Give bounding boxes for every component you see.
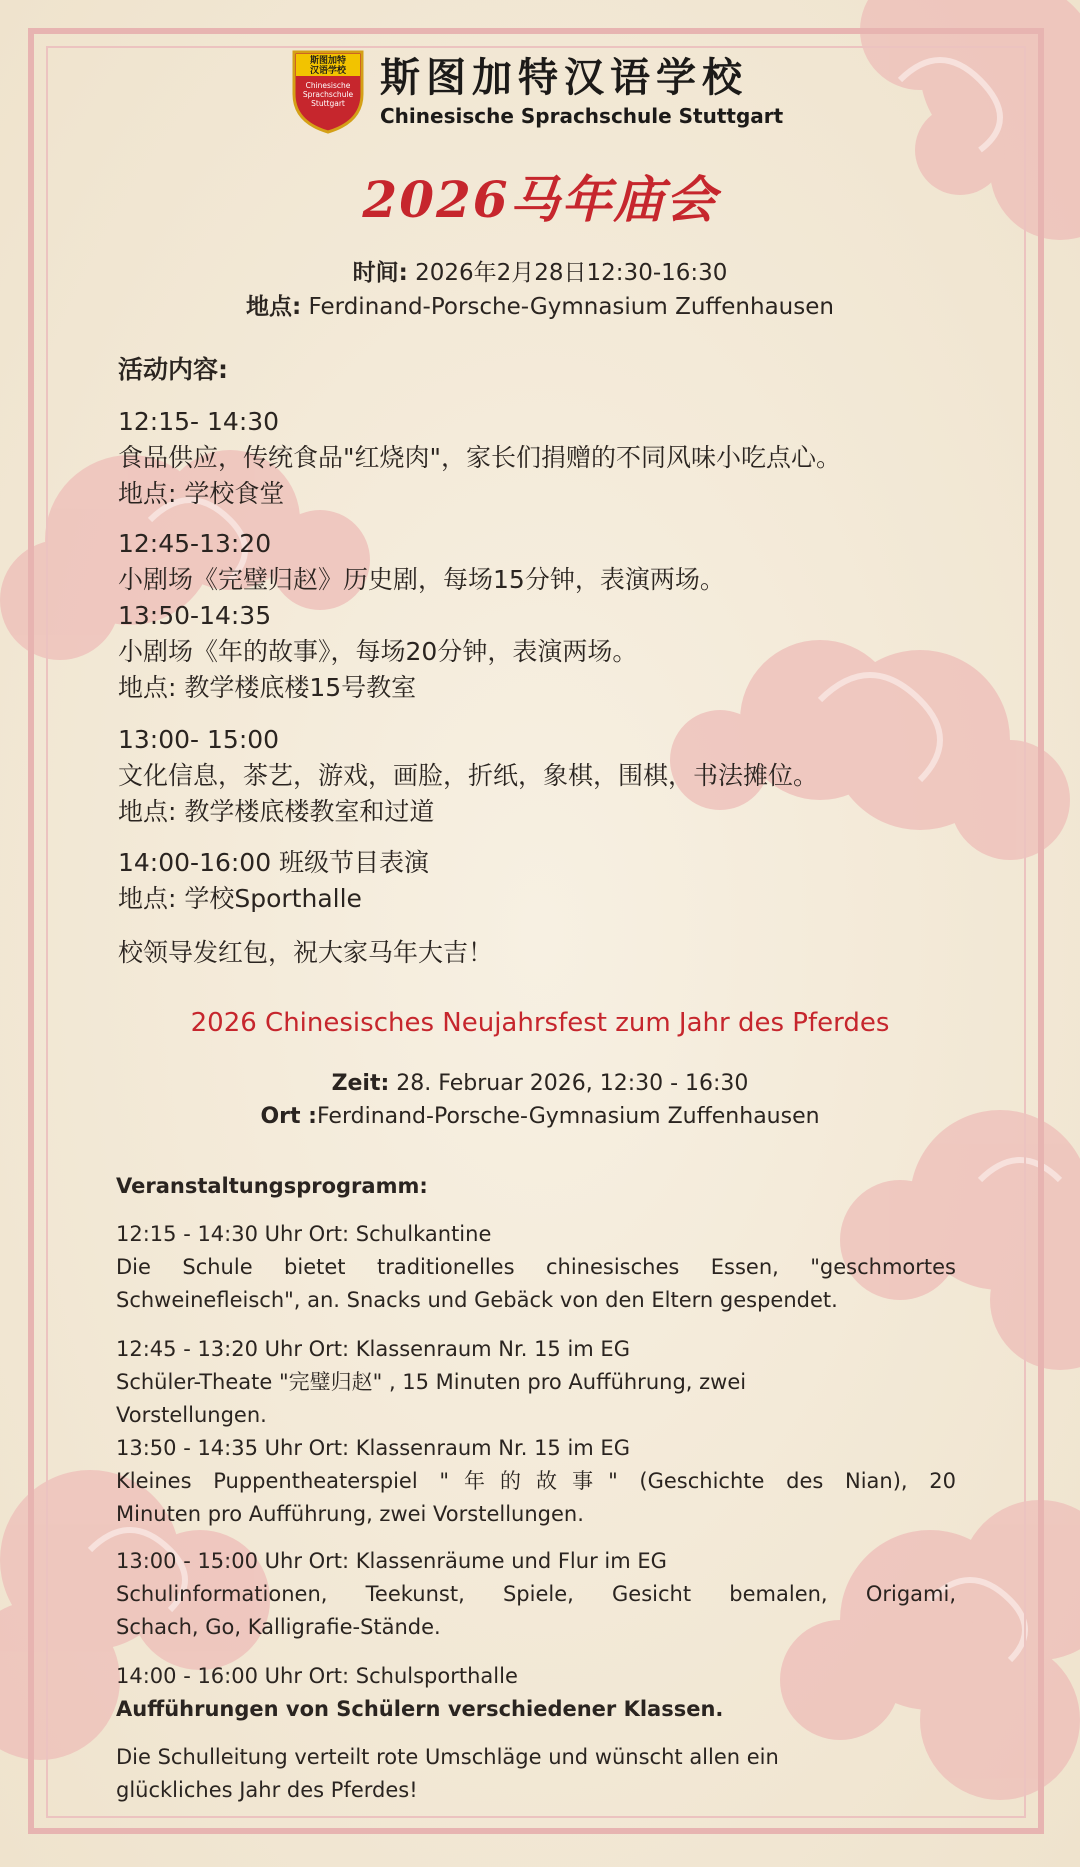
- program-heading-cn: 活动内容:: [118, 355, 228, 384]
- item-line: 小剧场《完璧归赵》历史剧，每场15分钟，表演两场。: [118, 565, 725, 594]
- item-line: 12:45 - 13:20 Uhr Ort: Klassenraum Nr. 15 im EG: [116, 1337, 630, 1361]
- place-label-de: Ort :: [260, 1104, 317, 1129]
- item-line: 12:15 - 14:30 Uhr Ort: Schulkantine: [116, 1222, 492, 1246]
- time-value-de: 28. Februar 2026, 12:30 - 16:30: [389, 1071, 749, 1096]
- time-info-de: [0, 1071, 1080, 1096]
- place-info-de: [0, 1104, 1080, 1129]
- time-label-cn: 时间:: [352, 260, 408, 286]
- school-header: [292, 46, 812, 136]
- item-line: 地点: 学校食堂: [118, 479, 285, 508]
- item-line: Aufführungen von Schülern verschiedener Klassen.: [116, 1697, 724, 1721]
- program-de-item-1: [116, 1218, 956, 1317]
- closing-line-de: glückliches Jahr des Pferdes!: [116, 1778, 418, 1802]
- program-cn-item-4: [118, 845, 978, 917]
- program-heading-de: Veranstaltungsprogramm:: [116, 1174, 428, 1198]
- item-line: Kleines Puppentheaterspiel "年的故事" (Geschichte des Nian), 20: [116, 1469, 956, 1493]
- logo-line-5: Stuttgart: [311, 99, 345, 108]
- item-line: 食品供应，传统食品"红烧肉"，家长们捐赠的不同风味小吃点心。: [118, 443, 842, 472]
- place-info-cn: [0, 288, 1080, 321]
- item-line: Schach, Go, Kalligrafie-Stände.: [116, 1615, 441, 1639]
- item-line: Vorstellungen.: [116, 1403, 267, 1427]
- school-name-de: Chinesische Sprachschule Stuttgart: [380, 104, 784, 128]
- item-line: 14:00-16:00 班级节目表演: [118, 848, 430, 877]
- school-logo: [292, 50, 364, 134]
- program-de-item-2: [116, 1333, 956, 1531]
- logo-line-1: 斯图加特: [309, 56, 347, 66]
- item-line: Schweinefleisch", an. Snacks und Gebäck von den Eltern gespendet.: [116, 1288, 838, 1312]
- place-label-cn: 地点:: [246, 294, 302, 320]
- program-cn-item-3: [118, 722, 978, 830]
- item-line: 14:00 - 16:00 Uhr Ort: Schulsporthalle: [116, 1664, 518, 1688]
- item-line: 12:15- 14:30: [118, 407, 280, 436]
- item-line: 12:45-13:20: [118, 529, 272, 558]
- event-title-cn: 2026马年庙会: [362, 170, 718, 229]
- time-value-cn: 2026年2月28日12:30-16:30: [407, 260, 728, 286]
- item-line: Die Schule bietet traditionelles chinesisches Essen, "geschmortes: [116, 1255, 956, 1279]
- school-name-cn: 斯图加特汉语学校: [380, 55, 748, 101]
- item-line: Minuten pro Aufführung, zwei Vorstellungen.: [116, 1502, 584, 1526]
- program-heading-de-wrap: [116, 1170, 956, 1203]
- item-line: 地点: 学校Sporthalle: [118, 884, 362, 913]
- program-de-item-3: [116, 1545, 956, 1644]
- closing-cn: [118, 935, 978, 971]
- item-line: 地点: 教学楼底楼15号教室: [118, 673, 417, 702]
- closing-line-de: Die Schulleitung verteilt rote Umschläge und wünscht allen ein: [116, 1745, 779, 1769]
- item-line: Schüler-Theate "完璧归赵" , 15 Minuten pro Aufführung, zwei: [116, 1370, 747, 1394]
- item-line: 13:00 - 15:00 Uhr Ort: Klassenräume und Flur im EG: [116, 1549, 667, 1573]
- place-value-de: Ferdinand-Porsche-Gymnasium Zuffenhausen: [316, 1104, 820, 1129]
- program-de-item-4: [116, 1660, 956, 1726]
- place-value-cn: Ferdinand-Porsche-Gymnasium Zuffenhausen: [301, 294, 834, 320]
- logo-line-4: Sprachschule: [302, 90, 354, 99]
- closing-line-cn: 校领导发红包，祝大家马年大吉！: [118, 938, 494, 967]
- logo-line-3: Chinesische: [305, 81, 351, 90]
- program-cn-item-2: [118, 526, 978, 706]
- logo-line-2: 汉语学校: [309, 66, 347, 76]
- time-info-cn: [0, 254, 1080, 287]
- item-line: 13:00- 15:00: [118, 725, 280, 754]
- item-line: Schulinformationen, Teekunst, Spiele, Gesicht bemalen, Origami,: [116, 1582, 956, 1606]
- event-title-de: 2026 Chinesisches Neujahrsfest zum Jahr des Pferdes: [190, 1008, 890, 1038]
- program-cn: [118, 352, 978, 388]
- program-cn-item-1: [118, 404, 978, 512]
- item-line: 13:50 - 14:35 Uhr Ort: Klassenraum Nr. 15 im EG: [116, 1436, 630, 1460]
- item-line: 文化信息，茶艺，游戏，画脸，折纸，象棋，围棋，书法摊位。: [118, 761, 819, 790]
- time-label-de: Zeit:: [331, 1071, 390, 1096]
- item-line: 地点: 教学楼底楼教室和过道: [118, 797, 435, 826]
- item-line: 小剧场《年的故事》，每场20分钟，表演两场。: [118, 637, 638, 666]
- closing-de: [116, 1741, 956, 1807]
- item-line: 13:50-14:35: [118, 601, 272, 630]
